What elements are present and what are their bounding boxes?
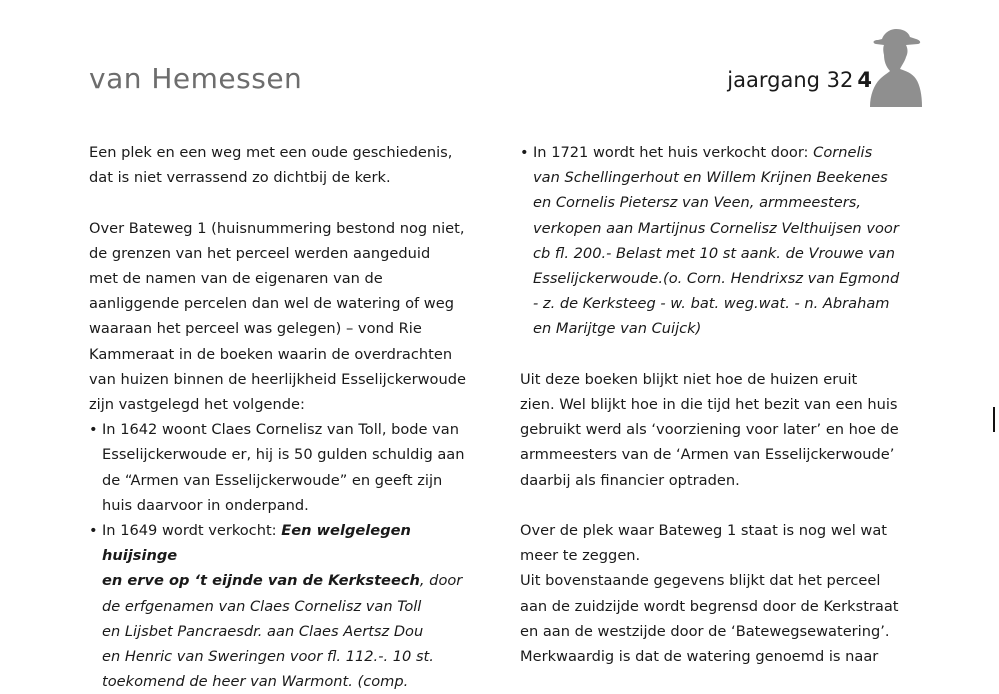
bateweg-paragraph: Over Bateweg 1 (huisnummering bestond nog niet, de grenzen van het perceel werden aangeduid met de namen van de eigenaren van de aanliggende percelen dan wel de watering of weg waaraan het perceel was gelegen) – vond Rie Kammeraat in de boeken waarin de overdrachten van huizen binnen de heerlijkheid Esselijckerwoude zijn vastgelegd het volgende: <box>89 219 466 414</box>
silhouette-hat-icon <box>866 25 930 107</box>
left-column <box>89 140 481 694</box>
issue-label: jaargang 32 <box>727 68 854 92</box>
right-column <box>520 140 915 669</box>
issue-header <box>727 68 872 92</box>
bullet-icon: • <box>89 421 98 439</box>
list-item: • In 1721 wordt het huis verkocht door: Cornelis van Schellingerhout en Willem Krijnen Beekenes en Cornelis Pietersz van Veen, armmeesters, verkopen aan Martijnus Cornelisz Velthuijsen voor cb fl. 200.- Belast met 10 st aank. de Vrouwe van Esselijckerwoude.(o. Corn. Hendrixsz van Egmond - z. de Kerksteeg - w. bat. weg.wat. - n. Abraham en Marijtge van Cuijck) <box>520 140 915 342</box>
houses-paragraph: Uit deze boeken blijkt niet hoe de huizen eruit zien. Wel blijkt hoe in die tijd het bezit van een huis gebruikt werd als ‘voorziening voor later’ en hoe de armmeesters van de ‘Armen van Esselijckerwoude’ daarbij als financier optraden. <box>520 370 899 489</box>
place-paragraph: Over de plek waar Bateweg 1 staat is nog wel wat meer te zeggen. <box>520 522 888 565</box>
plot-paragraph: Uit bovenstaande gegevens blijkt dat het perceel aan de zuidzijde wordt begrensd door de Kerkstraat en aan de westzijde door de ‘Batewegsewatering’. Merkwaardig is dat de watering genoemd is naar <box>520 572 899 666</box>
list-item: • In 1649 wordt verkocht: Een welgelegen huijsinge en erve op ‘t eijnde van de Kerksteech, door de erfgenamen van Claes Cornelisz van Toll en Lijsbet Pancraesdr. aan Claes Aertsz Dou en Henric van Sweringen voor fl. 112.-. 10 st. toekomend de heer van Warmont. (comp. <box>89 518 481 694</box>
page-number: 4 <box>857 68 872 92</box>
bullet-icon: • <box>89 522 98 540</box>
intro-paragraph: Een plek en een weg met een oude geschiedenis, dat is niet verrassend zo dichtbij de kerk. <box>89 144 453 187</box>
text-cursor <box>993 407 995 432</box>
publication-title: van Hemessen <box>89 62 303 95</box>
list-item: • In 1642 woont Claes Cornelisz van Toll, bode van Esselijckerwoude er, hij is 50 gulden schuldig aan de “Armen van Esselijckerwoude” en geeft zijn huis daarvoor in onderpand. <box>89 417 481 518</box>
bullet-icon: • <box>520 144 529 161</box>
